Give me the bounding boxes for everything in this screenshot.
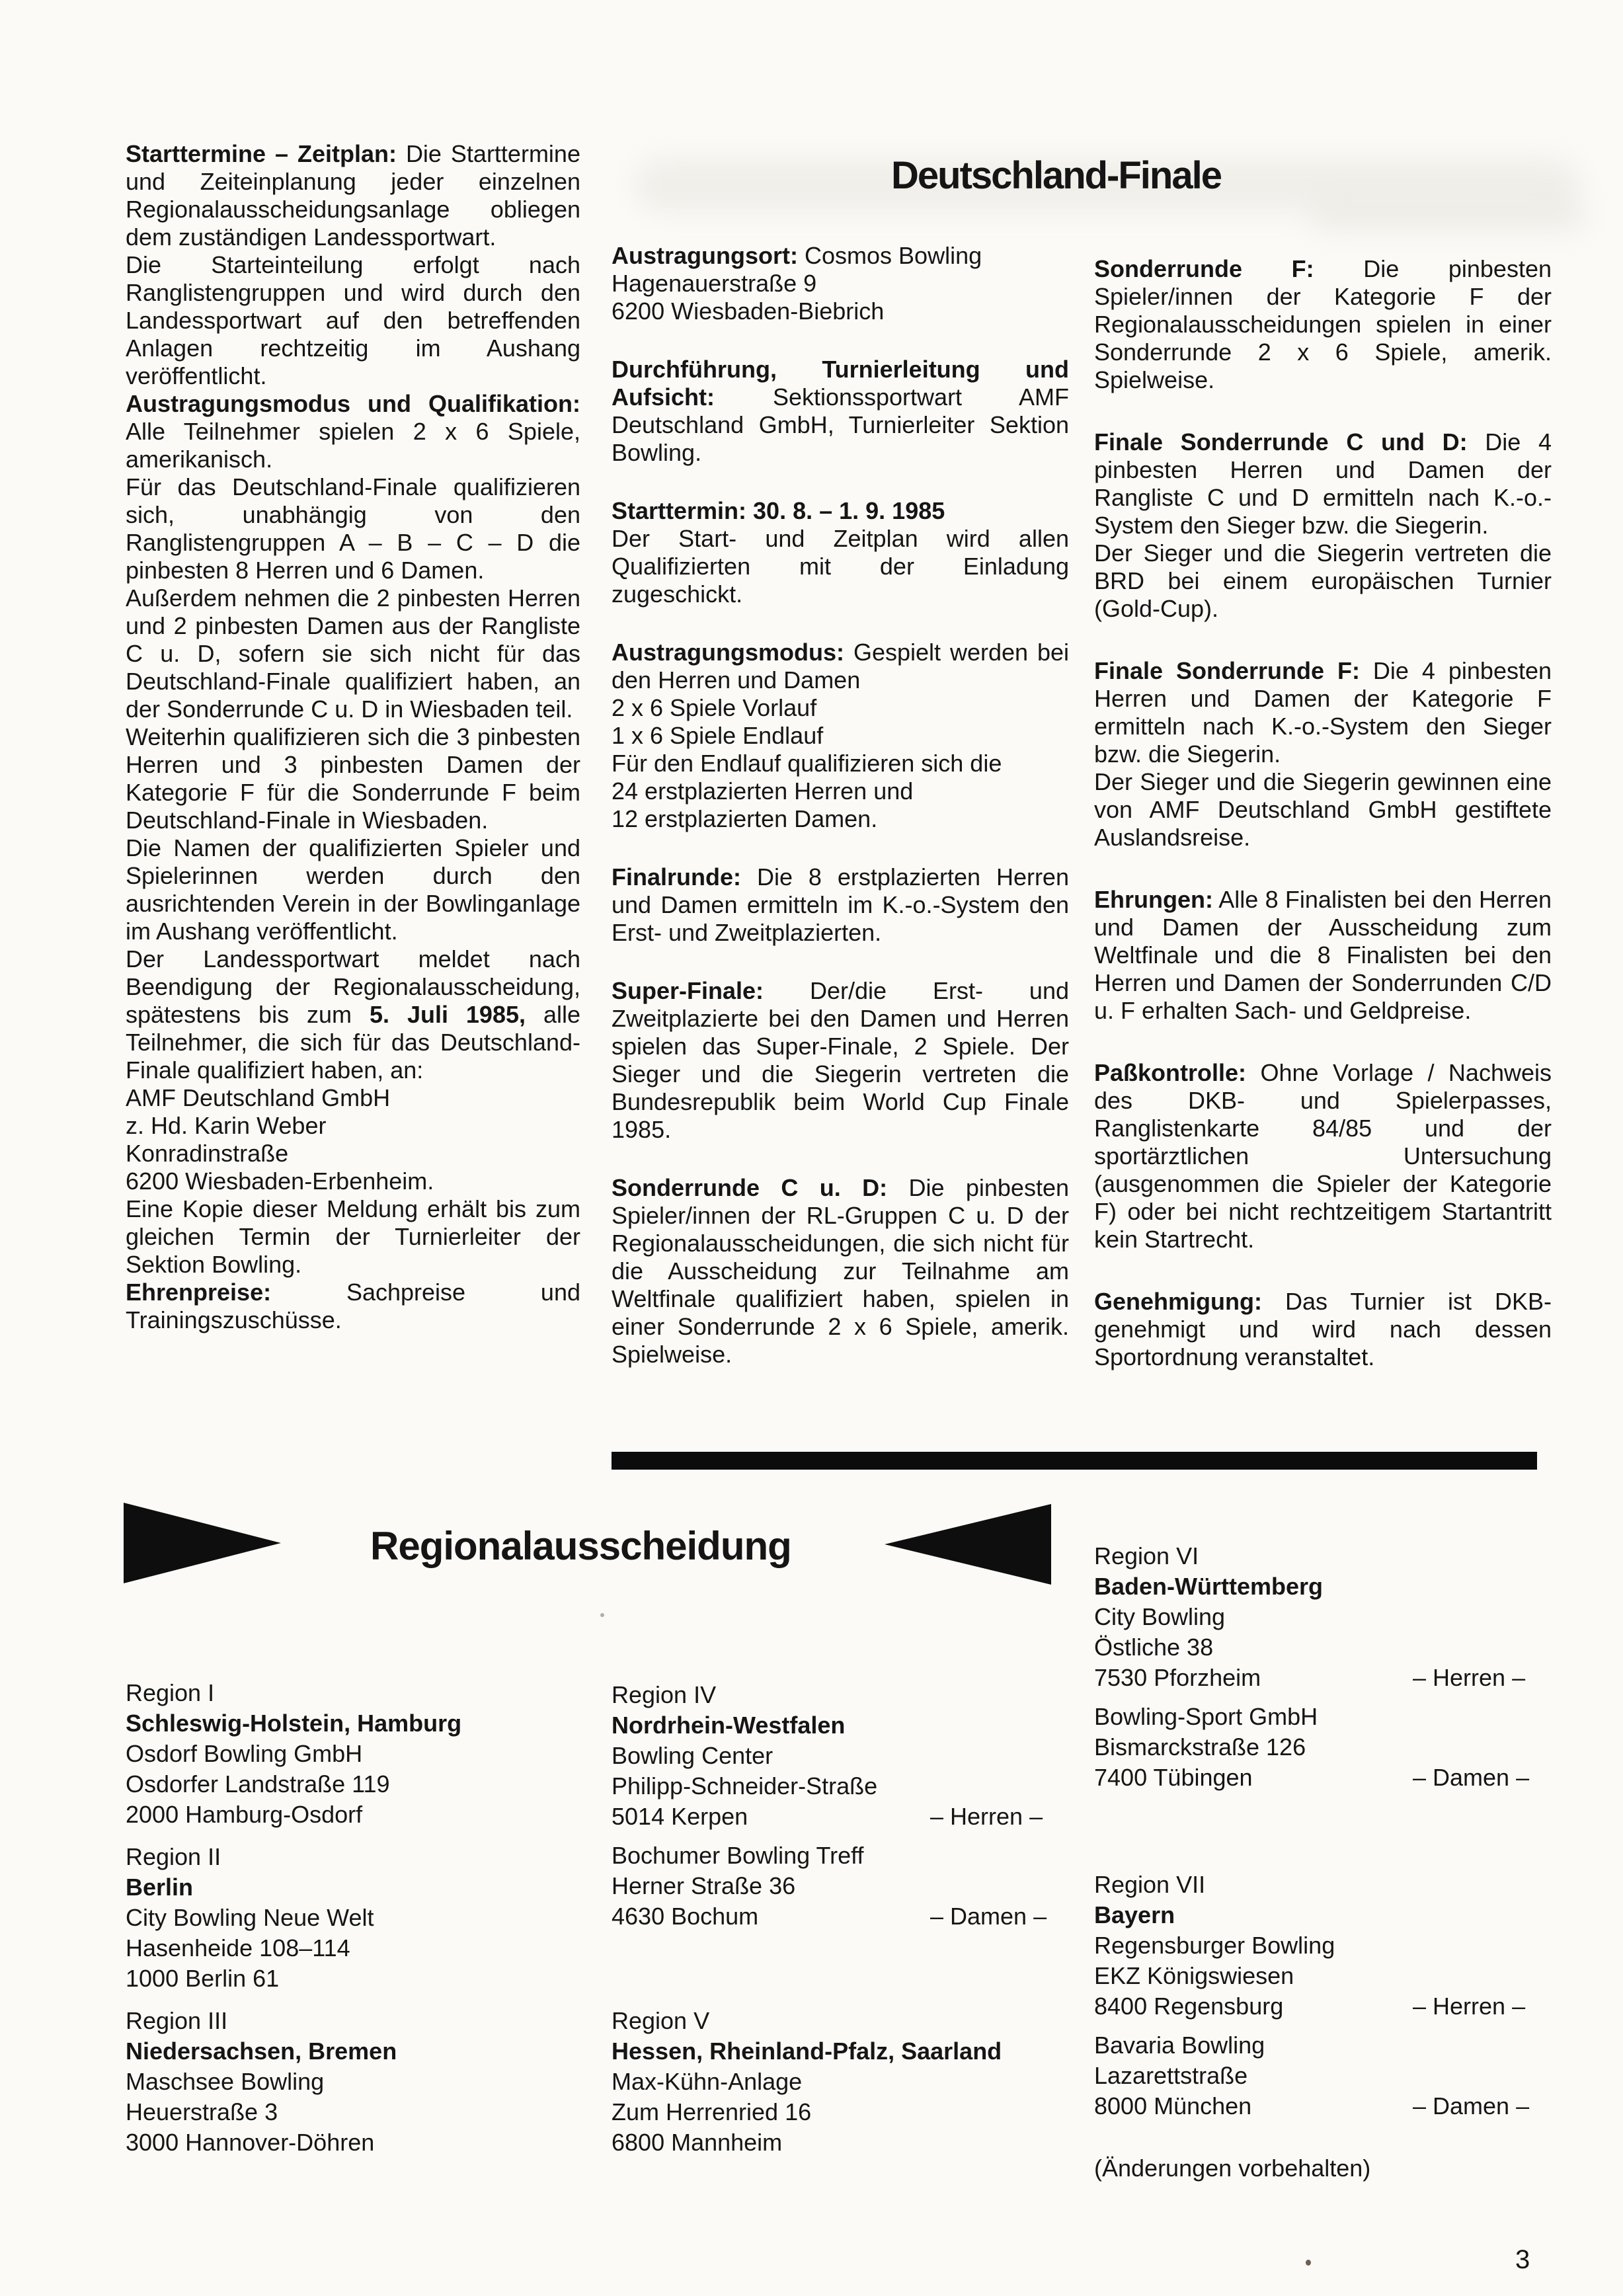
divider-bar [612,1452,1537,1470]
regions-column-middle [612,1680,1074,2158]
paragraph: Der Start- und Zeitplan wird allen Qualifizierten mit der Einladung zugeschickt. [612,525,1069,608]
info-block [612,497,1069,608]
text-line: Für den Endlauf qualifizieren sich die [612,750,1002,777]
paragraph [612,977,1069,1144]
venue-line: 1000 Berlin 61 [126,1965,280,1992]
region-number: Region V [612,2007,710,2034]
city: 4630 Bochum [612,1903,759,1930]
paragraph [612,639,1069,694]
venue-line: Max-Kühn-Anlage [612,2068,803,2095]
category-tag: – Damen – [1413,1764,1530,1791]
city: 8000 München [1094,2092,1252,2119]
text-line: 2 x 6 Spiele Vorlauf [612,694,817,721]
run-in-heading: Starttermin: 30. 8. – 1. 9. 1985 [612,497,945,524]
change-notice: (Änderungen vorbehalten) [1094,2155,1371,2182]
scan-artifact [600,1613,604,1617]
address-line: 6200 Wiesbaden-Biebrich [612,297,885,325]
page-title: Deutschland-Finale [891,154,1221,197]
scan-artifact [1306,2260,1311,2266]
region-name: Hessen, Rheinland-Pfalz, Saarland [612,2038,1002,2065]
paragraph [1094,1288,1552,1371]
region-block [1094,1870,1557,2184]
venue-line: Bavaria Bowling [1094,2032,1265,2059]
run-in-heading: Austragungsmodus: [612,639,845,666]
venue-line: Bochumer Bowling Treff [612,1842,864,1869]
region-number: Region I [126,1679,215,1706]
paragraph-text: Der Landessportwart meldet nach Beendigung der Regionalausscheidung, spätestens bis zum [126,945,580,1028]
city-line [1094,2091,1557,2121]
address-line: z. Hd. Karin Weber [126,1112,327,1139]
paragraph: Der Sieger und die Siegerin vertreten die BRD bei einem europäischen Turnier (Gold-Cup). [1094,539,1552,622]
venue-line: EKZ Königswiesen [1094,1962,1294,1989]
region-name: Bayern [1094,1901,1175,1928]
info-block [1094,657,1552,851]
venue-line: Heuerstraße 3 [126,2098,278,2125]
column-right [1094,255,1552,1371]
venue-line: Bowling Center [612,1742,773,1769]
paragraph [1094,255,1552,394]
venue-line: Maschsee Bowling [126,2068,325,2095]
city: 5014 Kerpen [612,1803,748,1830]
deadline-date: 5. Juli 1985, [369,1001,526,1028]
paragraph [1094,1059,1552,1253]
venue-line: 6800 Mannheim [612,2129,783,2156]
text-line: 12 erstplazierten Damen. [612,805,878,832]
venue-line: Osdorf Bowling GmbH [126,1740,363,1767]
run-in-heading: Finale Sonderrunde C und D: [1094,428,1468,455]
city-line [612,1801,1074,1832]
paragraph-text: Die pinbesten Spieler/innen der Kategorie F der Regionalausscheidungen spielen in einer Sonderrunde 2 x 6 Spiele, amerik. Spielweise. [1094,255,1552,393]
column-middle [612,242,1069,1368]
region-name: Niedersachsen, Bremen [126,2038,397,2065]
region-name: Baden-Württemberg [1094,1573,1324,1600]
region-number: Region IV [612,1681,717,1708]
paragraph-text: Die 8 erstplazierten Herren und Damen ermitteln im K.-o.-System den Erst- und Zweitplazierten. [612,863,1069,946]
run-in-heading: Sonderrunde F: [1094,255,1314,282]
run-in-heading: Ehrungen: [1094,886,1213,913]
paragraph [1094,657,1552,768]
venue-line: Bowling-Sport GmbH [1094,1703,1318,1730]
venue-line: Lazarettstraße [1094,2062,1248,2089]
info-block [612,242,1069,325]
category-tag: – Herren – [1413,1993,1526,2020]
venue-line: Hasenheide 108–114 [126,1934,350,1961]
address-line: 6200 Wiesbaden-Erbenheim. [126,1168,434,1195]
run-in-heading: Super-Finale: [612,977,764,1004]
region-block [126,2006,575,2158]
region-name: Schleswig-Holstein, Hamburg [126,1710,462,1737]
venue-line: Herner Straße 36 [612,1872,796,1899]
arrow-left-icon [885,1504,1051,1585]
category-tag: – Damen – [1413,2092,1530,2119]
address-line: Hagenauerstraße 9 [612,270,817,297]
region-name: Nordrhein-Westfalen [612,1712,846,1739]
city-line [1094,1762,1557,1793]
info-block [612,356,1069,467]
info-block [1094,255,1552,394]
paragraph [126,1279,580,1334]
venue-line: 3000 Hannover-Döhren [126,2129,375,2156]
venue-line: Philipp-Schneider-Straße [612,1772,878,1800]
venue-line: Zum Herrenried 16 [612,2098,812,2125]
category-tag: – Herren – [930,1803,1043,1830]
paragraph-text: Ohne Vorlage / Nachweis des DKB- und Spielerpasses, Ranglistenkarte 84/85 und der sportärztlichen Untersuchung (ausgenommen die Spieler der Kategorie F) oder bei nicht rechtzeitigem Startantritt kein Startrecht. [1094,1059,1552,1253]
paragraph: Weiterhin qualifizieren sich die 3 pinbesten Herren und 3 pinbesten Damen der Kategorie F für die Sonderrunde F beim Deutschland-Finale in Wiesbaden. [126,723,580,834]
paragraph [612,356,1069,467]
text-line: 1 x 6 Spiele Endlauf [612,722,824,749]
info-block [612,1174,1069,1368]
info-block [1094,886,1552,1025]
run-in-heading: Ehrenpreise: [126,1279,272,1306]
address-line: AMF Deutschland GmbH [126,1084,391,1111]
venue-line: City Bowling Neue Welt [126,1904,374,1931]
info-block [1094,1288,1552,1371]
paragraph-text: Die 4 pinbesten Herren und Damen der Rangliste C und D ermitteln nach K.-o.-System den Sieger bzw. die Siegerin. [1094,428,1552,539]
venue-line: Bismarckstraße 126 [1094,1733,1306,1761]
paragraph-text: Der/die Erst- und Zweitplazierte bei den Damen und Herren spielen das Super-Finale, 2 Spiele. Der Sieger und die Siegerin vertreten die Bundesrepublik beim World Cup Finale 1985. [612,977,1069,1143]
venue-line: City Bowling [1094,1603,1226,1630]
venue-line: 2000 Hamburg-Osdorf [126,1801,363,1828]
paragraph-text: Das Turnier ist DKB-genehmigt und wird nach dessen Sportordnung veranstaltet. [1094,1288,1552,1370]
region-number: Region VII [1094,1871,1206,1898]
paragraph [612,863,1069,947]
paragraph-text: Alle Teilnehmer spielen 2 x 6 Spiele, amerikanisch. [126,418,580,473]
regions-column-right [1094,1541,1557,2184]
city-line [612,1901,1074,1932]
city: 8400 Regensburg [1094,1993,1284,2020]
paragraph [126,390,580,473]
run-in-heading: Finalrunde: [612,863,741,891]
paragraph-text: Die 4 pinbesten Herren und Damen der Kategorie F ermitteln nach K.-o.-System den Sieger bzw. die Siegerin. [1094,657,1552,768]
region-number: Region VI [1094,1542,1199,1569]
city: 7400 Tübingen [1094,1764,1253,1791]
info-block [612,639,1069,833]
region-name: Berlin [126,1874,194,1901]
paragraph-text: Gespielt werden bei den Herren und Damen [612,639,1069,693]
run-in-heading: Austragungsmodus und Qualifikation: [126,390,580,417]
paragraph: Eine Kopie dieser Meldung erhält bis zum gleichen Termin der Turnierleiter der Sektion Bowling. [126,1195,580,1278]
region-block [612,1680,1074,1932]
paragraph-text: Alle 8 Finalisten bei den Herren und Damen der Ausscheidung zum Weltfinale und die 8 Finalisten bei den Herren und Damen der Sonderrunden C/D u. F erhalten Sach- und Geldpreise. [1094,886,1552,1024]
scan-artifact [1309,198,1587,231]
paragraph: Die Namen der qualifizierten Spieler und Spielerinnen werden durch den ausrichtenden Verein in der Bowlinganlage im Aushang veröffentlicht. [126,834,580,945]
region-number: Region II [126,1843,221,1870]
paragraph-text: Sektionssportwart AMF Deutschland GmbH, Turnierleiter Sektion Bowling. [612,383,1069,466]
paragraph [1094,428,1552,539]
run-in-heading: Sonderrunde C u. D: [612,1174,888,1201]
info-block [612,863,1069,947]
run-in-heading: Finale Sonderrunde F: [1094,657,1360,684]
city-line [1094,1663,1557,1693]
arrow-right-icon [124,1503,281,1583]
paragraph-text: Die pinbesten Spieler/innen der RL-Gruppen C u. D der Regionalausscheidungen, die sich nicht für die Ausscheidung zur Teilnahme am Weltfinale qualifiziert haben, spielen in einer Sonderrunde 2 x 6 Spiele, amerik. Spielweise. [612,1174,1069,1368]
run-in-heading: Starttermine – Zeitplan: [126,140,397,167]
column-left [126,140,580,1334]
run-in-heading: Paßkontrolle: [1094,1059,1247,1086]
address-line: Konradinstraße [126,1140,289,1167]
run-in-heading: Durchführung, Turnierleitung und Aufsicht: [612,356,1069,411]
category-tag: – Damen – [930,1903,1047,1930]
section-title: Regionalausscheidung [370,1524,791,1568]
paragraph: Außerdem nehmen die 2 pinbesten Herren und 2 pinbesten Damen aus der Rangliste C u. D, sofern sie sich nicht für das Deutschland-Finale qualifiziert haben, an der Sonderrunde C u. D in Wiesbaden teil. [126,584,580,723]
info-block [1094,1059,1552,1253]
region-block [126,1678,575,1830]
paragraph-text: Die Starttermine und Zeiteinplanung jeder einzelnen Regionalausscheidungsanlage obliegen dem zuständigen Landessportwart. [126,140,580,251]
region-block [612,2006,1074,2158]
city-line [1094,1991,1557,2022]
paragraph-text: Sachpreise und Trainingszuschüsse. [126,1279,580,1333]
paragraph [1094,886,1552,1025]
venue-line: Osdorfer Landstraße 119 [126,1770,390,1798]
paragraph: Die Starteinteilung erfolgt nach Ranglistengruppen und wird durch den Landessportwart auf den betreffenden Anlagen rechtzeitig im Aushang veröffentlicht. [126,251,580,389]
paragraph [126,945,580,1084]
info-block [1094,428,1552,623]
info-block [612,977,1069,1144]
paragraph [612,1174,1069,1368]
venue-line [612,242,1069,270]
venue-name: Cosmos Bowling [805,242,982,269]
paragraph: Der Sieger und die Siegerin gewinnen eine von AMF Deutschland GmbH gestiftete Auslandsreise. [1094,768,1552,851]
venue-line: Regensburger Bowling [1094,1932,1335,1959]
region-block [126,1842,575,1994]
venue-line: Östliche 38 [1094,1634,1214,1661]
city: 7530 Pforzheim [1094,1664,1261,1691]
paragraph-text: alle Teilnehmer, die sich für das Deutschland-Finale qualifiziert haben, an: [126,1001,580,1084]
run-in-heading: Austragungsort: [612,242,798,269]
region-block [1094,1541,1557,1793]
paragraph: Für das Deutschland-Finale qualifizieren sich, unabhängig von den Ranglistengruppen A – B – C – D die pinbesten 8 Herren und 6 Damen. [126,473,580,584]
regions-column-left [126,1678,575,2158]
run-in-heading: Genehmigung: [1094,1288,1262,1315]
page-number: 3 [1515,2245,1530,2274]
category-tag: – Herren – [1413,1664,1526,1691]
region-number: Region III [126,2007,228,2034]
text-line: 24 erstplazierten Herren und [612,777,914,805]
paragraph [126,140,580,251]
